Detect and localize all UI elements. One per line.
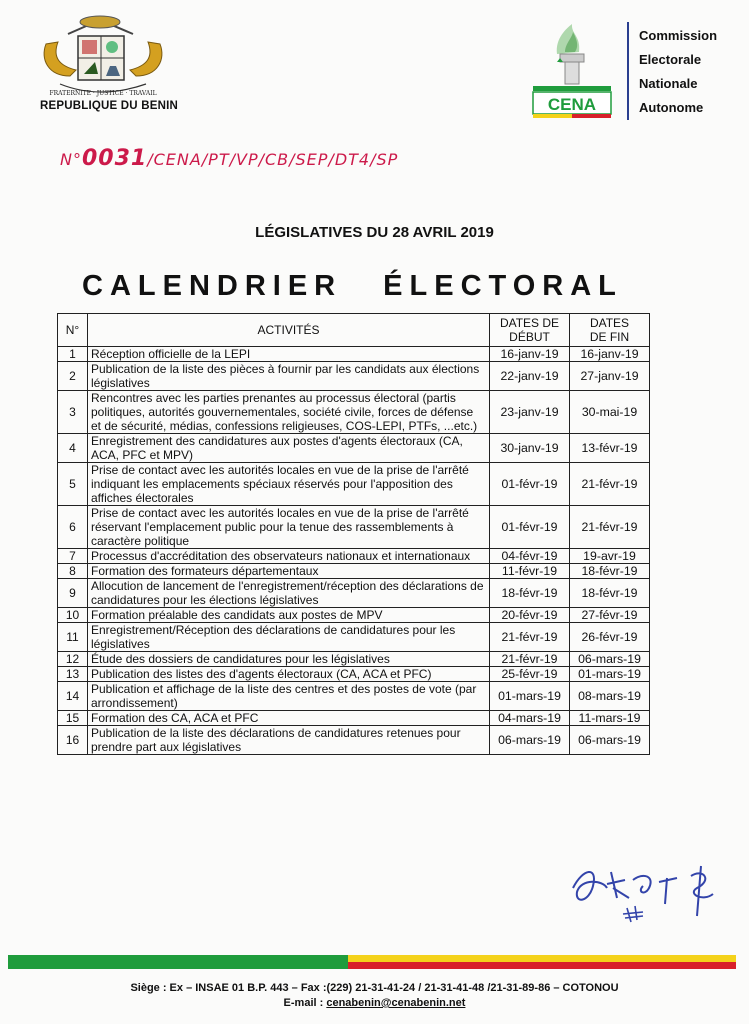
table-row <box>58 506 650 549</box>
row-end-date: 21-févr-19 <box>570 506 650 549</box>
row-end-date: 16-janv-19 <box>570 347 650 362</box>
footer-address: Siège : Ex – INSAE 01 B.P. 443 – Fax :(229) 21-31-41-24 / 21-31-41-48 /21-31-89-86 – COTONOU <box>130 982 619 994</box>
row-end-date: 27-févr-19 <box>570 608 650 623</box>
table-row <box>58 682 650 711</box>
reference-suffix: /CENA/PT/VP/CB/SEP/DT4/SP <box>147 150 399 169</box>
row-activity: Rencontres avec les parties prenantes au processus électoral (partis politiques, autorités gouvernementales, société civile, forces de défense et de sécurité, médias, confessions religieuses, COS-LEPI, PTFs, ...etc.) <box>88 391 490 434</box>
row-number: 5 <box>58 463 88 506</box>
row-number: 3 <box>58 391 88 434</box>
row-number: 13 <box>58 667 88 682</box>
row-number: 2 <box>58 362 88 391</box>
table-row <box>58 579 650 608</box>
cena-logo-text: CENA <box>547 95 597 114</box>
row-start-date: 25-févr-19 <box>490 667 570 682</box>
row-start-date: 16-janv-19 <box>490 347 570 362</box>
row-activity: Publication de la liste des déclarations de candidatures retenues pour prendre part aux législatives <box>88 726 490 755</box>
electoral-calendar-table <box>57 313 650 755</box>
header-start-line-2: DÉBUT <box>509 330 550 344</box>
row-end-date: 13-févr-19 <box>570 434 650 463</box>
row-activity: Étude des dossiers de candidatures pour les législatives <box>88 652 490 667</box>
table-row <box>58 564 650 579</box>
cena-full-name <box>639 24 717 120</box>
document-title: CALENDRIER ÉLECTORAL <box>82 270 623 302</box>
row-start-date: 01-févr-19 <box>490 506 570 549</box>
row-end-date: 06-mars-19 <box>570 726 650 755</box>
row-start-date: 18-févr-19 <box>490 579 570 608</box>
document-subtitle: LÉGISLATIVES DU 28 AVRIL 2019 <box>255 224 494 241</box>
row-start-date: 01-mars-19 <box>490 682 570 711</box>
header-start-line-1: DATES DE <box>499 316 560 330</box>
footer-email <box>0 997 749 1009</box>
row-start-date: 11-févr-19 <box>490 564 570 579</box>
footer-email-label: E-mail : <box>283 997 327 1009</box>
row-number: 6 <box>58 506 88 549</box>
svg-text:FRATERNITE · JUSTICE · TRAVAIL: FRATERNITE · JUSTICE · TRAVAIL <box>49 90 157 97</box>
cena-line-3: Nationale <box>639 76 698 91</box>
row-number: 8 <box>58 564 88 579</box>
table-row <box>58 711 650 726</box>
row-number: 11 <box>58 623 88 652</box>
header-num: N° <box>58 314 88 347</box>
reference-number <box>60 146 398 171</box>
row-end-date: 26-févr-19 <box>570 623 650 652</box>
header-start <box>490 314 570 347</box>
row-end-date: 06-mars-19 <box>570 652 650 667</box>
row-start-date: 21-févr-19 <box>490 623 570 652</box>
row-activity: Publication de la liste des pièces à fournir par les candidats aux élections législatives <box>88 362 490 391</box>
row-activity: Enregistrement/Réception des déclarations de candidatures pour les législatives <box>88 623 490 652</box>
header-divider <box>627 22 629 120</box>
row-start-date: 23-janv-19 <box>490 391 570 434</box>
table-header-row <box>58 314 650 347</box>
cena-line-2: Electorale <box>639 52 702 67</box>
header-end-line-1: DATES <box>589 316 630 330</box>
row-number: 15 <box>58 711 88 726</box>
footer-email-link[interactable]: cenabenin@cenabenin.net <box>326 997 466 1009</box>
row-number: 12 <box>58 652 88 667</box>
reference-number-value: 0031 <box>81 146 148 171</box>
row-start-date: 21-févr-19 <box>490 652 570 667</box>
header-end <box>570 314 650 347</box>
row-start-date: 30-janv-19 <box>490 434 570 463</box>
table-row <box>58 362 650 391</box>
country-name: REPUBLIQUE DU BENIN <box>40 100 178 112</box>
footer-flag-green <box>8 955 348 969</box>
row-end-date: 11-mars-19 <box>570 711 650 726</box>
row-number: 14 <box>58 682 88 711</box>
row-activity: Allocution de lancement de l'enregistrement/réception des déclarations de candidatures pour les élections législatives <box>88 579 490 608</box>
row-end-date: 18-févr-19 <box>570 579 650 608</box>
row-activity: Prise de contact avec les autorités locales en vue de la prise de l'arrêté indiquant les emplacements spéciaux réservés pour l'apposition des affiches électorales <box>88 463 490 506</box>
row-activity: Publication et affichage de la liste des centres et des postes de vote (par arrondissement) <box>88 682 490 711</box>
cena-torch-logo-icon <box>527 22 617 120</box>
row-number: 1 <box>58 347 88 362</box>
reference-prefix: N° <box>60 150 82 169</box>
table-body <box>58 347 650 755</box>
table-row <box>58 623 650 652</box>
header-activity: ACTIVITÉS <box>88 314 490 347</box>
signature-mark <box>563 858 728 928</box>
row-activity: Enregistrement des candidatures aux postes d'agents électoraux (CA, ACA, PFC et MPV) <box>88 434 490 463</box>
row-end-date: 18-févr-19 <box>570 564 650 579</box>
table-row <box>58 463 650 506</box>
row-number: 4 <box>58 434 88 463</box>
row-activity: Processus d'accréditation des observateurs nationaux et internationaux <box>88 549 490 564</box>
cena-line-4: Autonome <box>639 100 704 115</box>
row-start-date: 22-janv-19 <box>490 362 570 391</box>
table-row <box>58 391 650 434</box>
footer-flag-red <box>348 962 736 969</box>
table-row <box>58 726 650 755</box>
row-activity: Prise de contact avec les autorités locales en vue de la prise de l'arrêté réservant l'emplacement public pour la tenue des rassemblements à caractère politique <box>88 506 490 549</box>
row-activity: Formation des CA, ACA et PFC <box>88 711 490 726</box>
table-row <box>58 652 650 667</box>
table-row <box>58 434 650 463</box>
footer-flag-yellow <box>348 955 736 962</box>
row-end-date: 27-janv-19 <box>570 362 650 391</box>
row-number: 16 <box>58 726 88 755</box>
table-row <box>58 347 650 362</box>
table-row <box>58 608 650 623</box>
row-start-date: 06-mars-19 <box>490 726 570 755</box>
row-end-date: 19-avr-19 <box>570 549 650 564</box>
row-number: 9 <box>58 579 88 608</box>
row-number: 7 <box>58 549 88 564</box>
row-activity: Formation des formateurs départementaux <box>88 564 490 579</box>
row-end-date: 08-mars-19 <box>570 682 650 711</box>
benin-coat-of-arms-icon <box>38 14 168 102</box>
row-activity: Formation préalable des candidats aux postes de MPV <box>88 608 490 623</box>
row-end-date: 21-févr-19 <box>570 463 650 506</box>
row-activity: Réception officielle de la LEPI <box>88 347 490 362</box>
table-row <box>58 549 650 564</box>
row-end-date: 30-mai-19 <box>570 391 650 434</box>
row-end-date: 01-mars-19 <box>570 667 650 682</box>
row-start-date: 04-mars-19 <box>490 711 570 726</box>
row-start-date: 20-févr-19 <box>490 608 570 623</box>
cena-line-1: Commission <box>639 28 718 43</box>
row-number: 10 <box>58 608 88 623</box>
row-start-date: 04-févr-19 <box>490 549 570 564</box>
row-activity: Publication des listes des d'agents électoraux (CA, ACA et PFC) <box>88 667 490 682</box>
header-end-line-2: DE FIN <box>589 330 630 344</box>
table-row <box>58 667 650 682</box>
row-start-date: 01-févr-19 <box>490 463 570 506</box>
